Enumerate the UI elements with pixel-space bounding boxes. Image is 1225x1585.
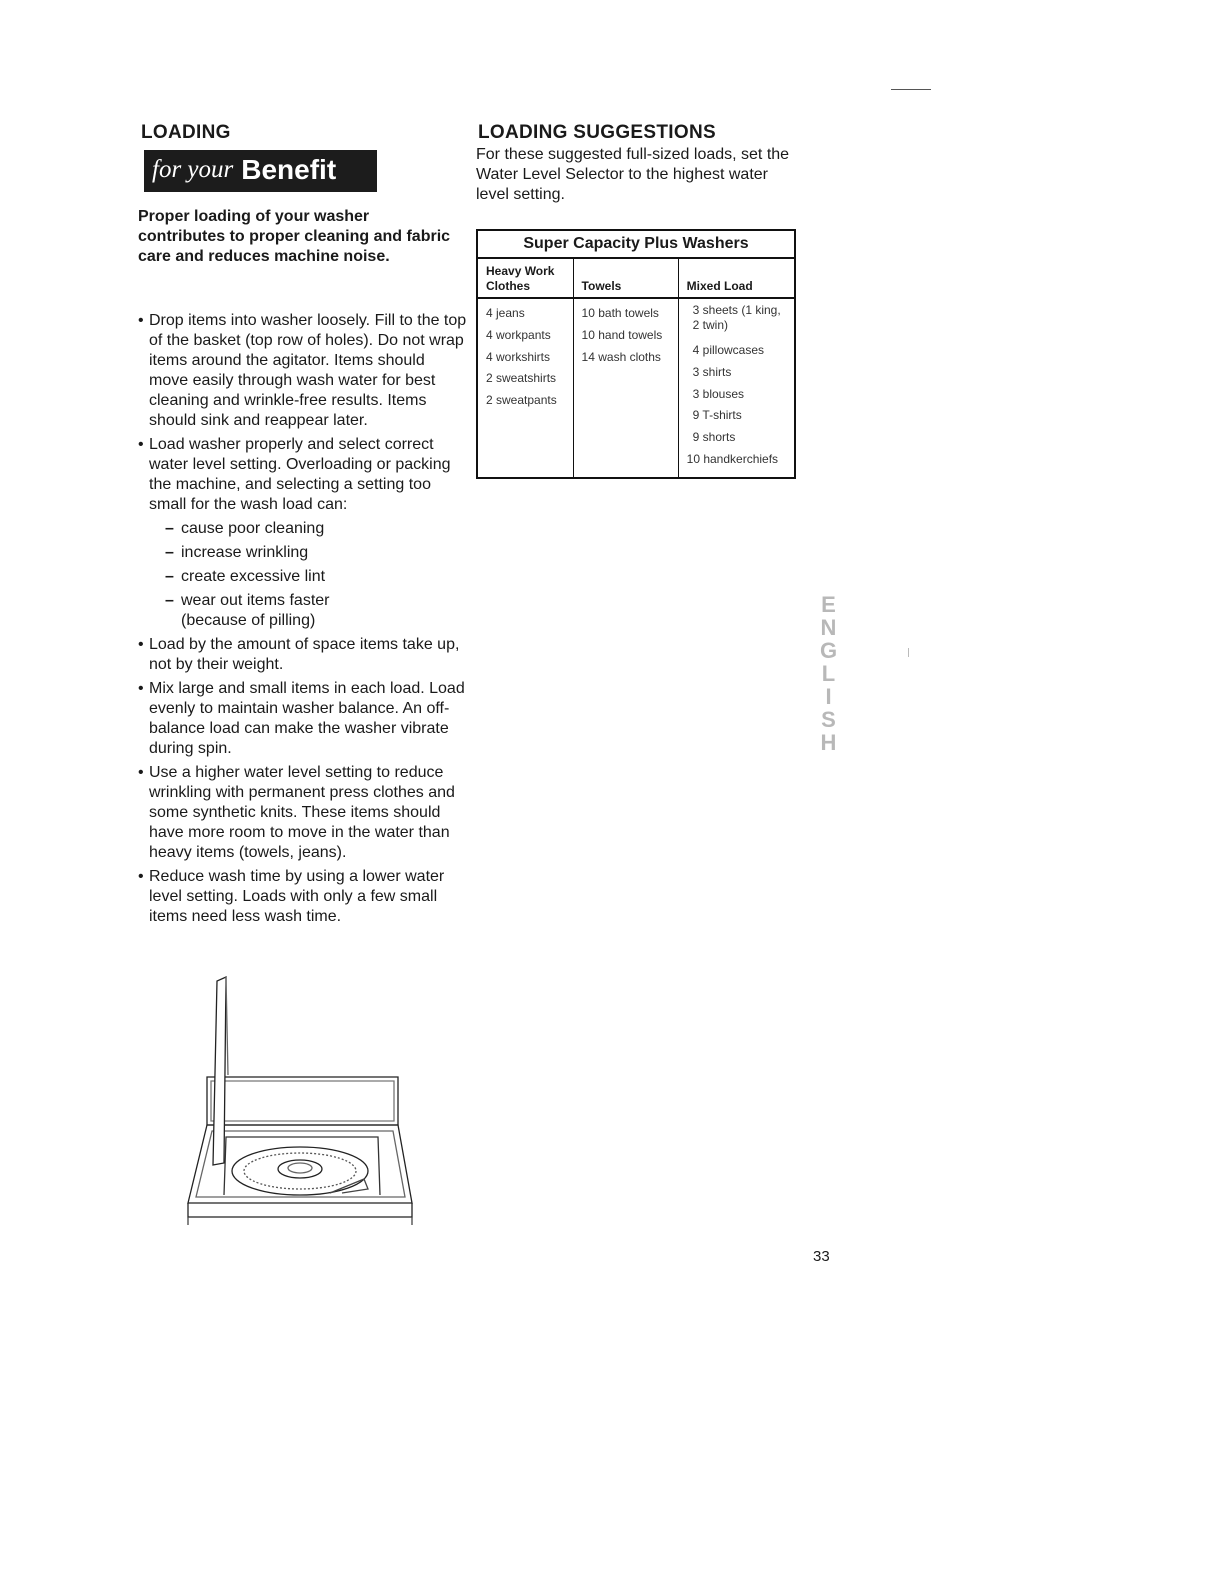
badge-underline (144, 189, 377, 192)
problems-list (149, 519, 468, 631)
suggestions-intro: For these suggested full-sized loads, set the Water Level Selector to the highest water level setting. (476, 146, 790, 203)
list-item: – cause poor cleaning (165, 520, 325, 537)
list-item: • Use a higher water level setting to reduce wrinkling with permanent press clothes and some synthetic knits. These items should have more room to move in the water than heavy items (towels, jeans). (138, 764, 455, 861)
table-cell-item: 10 handkerchiefs (686, 451, 779, 466)
loading-heading: LOADING (141, 122, 231, 143)
list-item: – create excessive lint (165, 568, 326, 585)
list-item: – wear out items faster (because of pilling) (165, 592, 330, 629)
table-cell-item: 4 workpants (486, 327, 551, 342)
table-cell-item: 9 shorts (692, 430, 736, 445)
page-number: 33 (813, 1248, 830, 1265)
list-item: • Reduce wash time by using a lower water level setting. Loads with only a few small items need less wash time. (138, 868, 445, 925)
loading-suggestions-heading: LOADING SUGGESTIONS (478, 122, 716, 143)
table-cell-item: 3 shirts (692, 364, 732, 379)
column-header-mixed-load: Mixed Load (678, 258, 795, 298)
table-cell-item: 2 sweatshirts (486, 371, 557, 386)
column-header-towels: Towels (573, 258, 678, 298)
list-item: • Load by the amount of space items take up, not by their weight. (138, 636, 460, 673)
table-cell-item: 3 blouses (692, 386, 745, 401)
margin-mark (908, 648, 909, 657)
badge-benefit-text: Benefit (241, 154, 337, 185)
for-your-benefit-badge (144, 150, 377, 190)
table-title: Super Capacity Plus Washers (477, 230, 795, 258)
table-cell-item: 4 jeans (486, 306, 525, 320)
column-header-heavy-work-clothes: Heavy Work Clothes (477, 258, 573, 298)
table-cell-item: 10 hand towels (581, 327, 663, 342)
table-cell-item: 4 workshirts (486, 349, 551, 364)
table-cell-item: 4 pillowcases (692, 343, 765, 357)
language-side-tab: ENGLISH (816, 591, 841, 753)
list-item: • Load washer properly and select correct water level setting. Overloading or packing the machine, and selecting a setting too small for the wash load can: – cause poor cleaning – increase wrinkling – create excessive lint – wear out items faster (because of pilling) (138, 435, 468, 631)
mixed-load-cell (678, 298, 795, 478)
loading-tips-list (138, 311, 468, 931)
list-item: • Mix large and small items in each load. Load evenly to maintain washer balance. An off-balance load can make the washer vibrate during spin. (138, 680, 465, 757)
towels-cell (573, 298, 678, 478)
list-item: • Drop items into washer loosely. Fill to the top of the basket (top row of holes). Do not wrap items around the agitator. Items should move easily through wash water for best cleaning and wrinkle-free results. Items should sink and reappear later. (138, 312, 467, 429)
lead-paragraph: Proper loading of your washer contributes to proper cleaning and fabric care and reduces machine noise. (138, 208, 451, 265)
table-cell-item: 9 T-shirts (692, 408, 742, 423)
loading-suggestions-table (476, 229, 796, 479)
table-cell-item: 14 wash cloths (581, 349, 661, 364)
table-cell-item: 3 sheets (1 king, 2 twin) (692, 303, 781, 332)
heavy-work-clothes-cell (477, 298, 573, 478)
top-rule (891, 89, 931, 90)
table-cell-item: 10 bath towels (581, 306, 659, 320)
list-item: – increase wrinkling (165, 544, 309, 561)
badge-script-text: for your (152, 156, 234, 183)
washer-illustration (180, 975, 420, 1230)
table-cell-item: 2 sweatpants (486, 393, 557, 408)
